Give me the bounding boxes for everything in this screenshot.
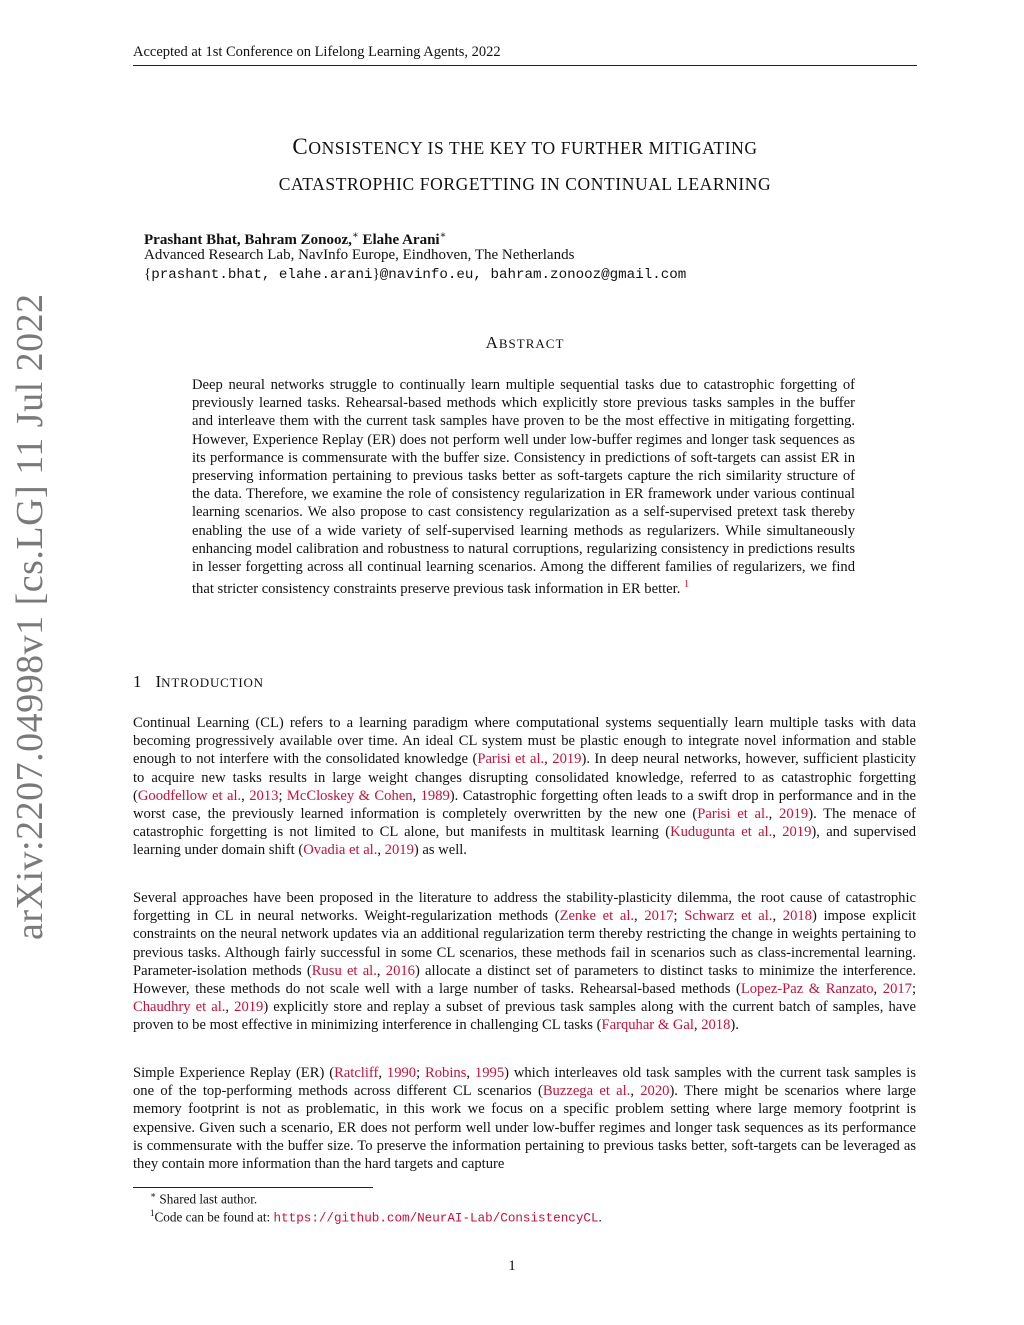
- paragraph-3: Simple Experience Replay (ER) (Ratcliff, 1990; Robins, 1995) which interleaves old task samples with the current task samples is one of the top-performing methods across different CL scenarios (Buzzega et al., 2020). There might be scenarios where large memory footprint is not as problematic, in this work we focus on a specific problem setting where large memory footprint is expensive. Given such a scenario, ER does not perform well under low-buffer regimes and longer task sequences as its performance is commensurate with the buffer size. To preserve the information pertaining to previous tasks better, soft-targets can be leveraged as they contain more information than the hard targets and capture: [133, 1065, 917, 1173]
- email-brace-open: {: [144, 266, 152, 282]
- running-header: Accepted at 1st Conference on Lifelong Learning Agents, 2022: [133, 44, 501, 60]
- citation-link[interactable]: 2018: [782, 908, 812, 925]
- footnote-1-text: Shared last author.: [156, 1191, 258, 1207]
- citation-link[interactable]: Zenke et al.: [559, 908, 635, 925]
- abstract-heading-initial: A: [485, 333, 499, 352]
- citation-link[interactable]: Kudugunta et al.: [670, 824, 773, 841]
- citation-link[interactable]: 1995: [474, 1065, 505, 1081]
- section-heading-introduction: [133, 672, 264, 692]
- header-rule: [133, 65, 917, 66]
- citation-link[interactable]: 2019: [779, 806, 809, 823]
- footnote-2: [150, 1208, 602, 1225]
- citation-link[interactable]: 2019: [234, 999, 264, 1016]
- abstract-heading-rest: BSTRACT: [498, 336, 565, 351]
- affiliation: Advanced Research Lab, NavInfo Europe, Eindhoven, The Netherlands: [144, 247, 575, 263]
- citation-link[interactable]: Ovadia et al.: [303, 842, 378, 859]
- footnote-2-mark: 1: [150, 1208, 155, 1218]
- abstract-body: [192, 376, 855, 598]
- citation-link[interactable]: McCloskey & Cohen: [286, 787, 413, 804]
- paragraph-1: Continual Learning (CL) refers to a learning paradigm where computational systems sequentially learn multiple tasks with data becoming progressively available over time. An ideal CL system must be plastic enough to integrate novel information and stable enough to not interfere with the consolidated knowledge (Parisi et al., 2019). In deep neural networks, however, sufficient plasticity to acquire new tasks results in large weight changes disrupting consolidated knowledge, referred to as catastrophic forgetting (Goodfellow et al., 2013; McCloskey & Cohen, 1989). Catastrophic forgetting often leads to a swift drop in performance and in the worst case, the previously learned information is completely overwritten by the new one (Parisi et al., 2019). The menace of catastrophic forgetting is not limited to CL alone, but manifests in multitask learning (Kudugunta et al., 2019), and supervised learning under domain shift (Ovadia et al., 2019) as well.: [133, 715, 917, 859]
- title-rest: ONSISTENCY IS THE KEY TO FURTHER MITIGATING: [308, 138, 758, 158]
- citation-link[interactable]: Lopez-Paz & Ranzato: [740, 981, 874, 998]
- abstract-heading: [133, 333, 917, 353]
- citation-link[interactable]: Goodfellow et al.: [137, 787, 242, 804]
- section-title-initial: I: [155, 672, 162, 691]
- citation-link[interactable]: 2019: [552, 751, 582, 768]
- citation-link[interactable]: 1989: [420, 787, 450, 804]
- citation-link[interactable]: 2020: [640, 1083, 670, 1100]
- citation-link[interactable]: 2017: [882, 981, 912, 998]
- footnote-1: [150, 1190, 257, 1207]
- citation-link[interactable]: Chaudhry et al.: [133, 999, 226, 1016]
- section-number: 1: [133, 672, 142, 691]
- citation-link[interactable]: Parisi et al.: [697, 806, 769, 823]
- citation-link[interactable]: Parisi et al.: [477, 751, 545, 768]
- author-emails: [144, 266, 686, 283]
- citation-link[interactable]: 2013: [249, 787, 279, 804]
- email-domains: @navinfo.eu, bahram.zonooz@gmail.com: [379, 267, 687, 283]
- email-brace-close: }: [372, 266, 380, 282]
- title-initial: C: [292, 134, 309, 159]
- citation-link[interactable]: 2017: [644, 908, 674, 925]
- page-number: 1: [508, 1258, 516, 1274]
- code-repo-link[interactable]: https://github.com/NeurAI-Lab/ConsistencyCL: [273, 1211, 599, 1226]
- citation-link[interactable]: 2019: [384, 842, 414, 859]
- citation-link[interactable]: 2018: [701, 1017, 731, 1034]
- paper-title-line-1: [133, 134, 917, 160]
- author-mark-2: ∗: [439, 230, 447, 241]
- citation-link[interactable]: 1990: [386, 1065, 417, 1081]
- footnote-rule: [133, 1187, 373, 1188]
- section-title-rest: NTRODUCTION: [161, 675, 264, 690]
- citation-link[interactable]: 2019: [782, 824, 812, 841]
- citation-link[interactable]: Farquhar & Gal: [601, 1017, 694, 1034]
- footnote-2-end: .: [598, 1209, 602, 1225]
- author-names-2: Elahe Arani: [358, 232, 440, 248]
- title-line-2-text: CATASTROPHIC FORGETTING IN CONTINUAL LEARNING: [278, 174, 772, 194]
- email-names: prashant.bhat, elahe.arani: [151, 267, 373, 283]
- footnote-1-mark: ∗: [150, 1190, 157, 1200]
- author-names-1: Prashant Bhat, Bahram Zonooz,: [144, 232, 352, 248]
- paper-title-line-2: [133, 170, 917, 196]
- citation-link[interactable]: Schwarz et al.: [684, 908, 773, 925]
- abstract-text: Deep neural networks struggle to continually learn multiple sequential tasks due to catastrophic forgetting of previously learned tasks. Rehearsal-based methods which explicitly store previous tasks samples in the buffer and interleave them with the current task samples have proven to be the most effective in mitigating forgetting. However, Experience Replay (ER) does not perform well under low-buffer regimes and longer task sequences as its performance is commensurate with the buffer size. Consistency in predictions of soft-targets can assist ER in preserving information pertaining to previous tasks better as soft-targets capture the rich similarity structure of the data. Therefore, we examine the role of consistency regularization in ER framework under various continual learning scenarios. We also propose to cast consistency regularization as a self-supervised pretext task thereby enabling the use of a wide variety of self-supervised learning methods as regularizers. While simultaneously enhancing model calibration and robustness to natural corruptions, regularizing consistency in predictions results in lesser forgetting across all continual learning scenarios. Among the different families of regularizers, we find that stricter consistency constraints preserve previous task information in ER better.: [192, 377, 855, 598]
- citation-link[interactable]: 2016: [385, 962, 415, 979]
- citation-link[interactable]: Robins: [425, 1065, 467, 1081]
- citation-link[interactable]: Ratcliff: [334, 1065, 379, 1081]
- author-mark-1: ∗: [351, 230, 359, 241]
- paragraph-2: Several approaches have been proposed in the literature to address the stability-plasticity dilemma, the root cause of catastrophic forgetting in CL in neural networks. Weight-regularization methods (Zenke et al., 2017; Schwarz et al., 2018) impose explicit constraints on the neural network updates via an additional regularization term thereby restricting the change in weights pertaining to previous tasks. Although fairly successful in some CL scenarios, these methods fail in scenarios such as class-incremental learning. Parameter-isolation methods (Rusu et al., 2016) allocate a distinct set of parameters to distinct tasks to minimize the interference. However, these methods do not scale well with a large number of tasks. Rehearsal-based methods (Lopez-Paz & Ranzato, 2017; Chaudhry et al., 2019) explicitly store and replay a subset of previous task samples along with the current batch of samples, have proven to be most effective in minimizing interference in challenging CL tasks (Farquhar & Gal, 2018).: [133, 890, 917, 1034]
- citation-link[interactable]: Rusu et al.: [311, 962, 377, 979]
- footnote-2-text: Code can be found at:: [154, 1209, 274, 1225]
- arxiv-stamp: arXiv:2207.04998v1 [cs.LG] 11 Jul 2022: [9, 293, 51, 940]
- citation-link[interactable]: Buzzega et al.: [542, 1083, 631, 1100]
- footnote-link-1[interactable]: 1: [684, 579, 690, 591]
